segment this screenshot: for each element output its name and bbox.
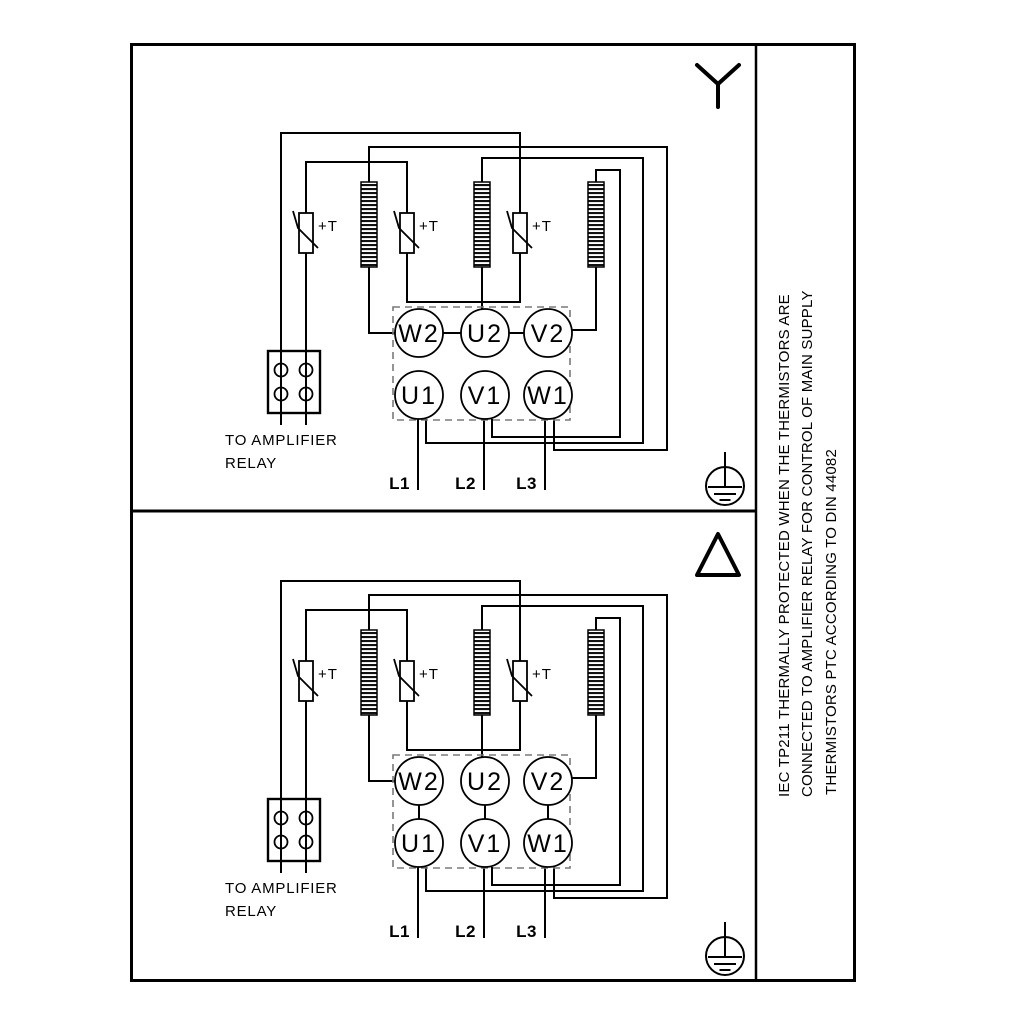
protective-earth-icon (706, 452, 744, 505)
thermistor-label: +T (532, 218, 552, 235)
terminal-label-v1: V1 (467, 830, 503, 858)
thermistor-label: +T (419, 218, 439, 235)
relay-caption-line1: TO AMPLIFIER (225, 432, 338, 449)
terminal-label-u2: U2 (467, 320, 503, 348)
terminal-label-u1: U1 (401, 382, 437, 410)
terminal-label-w1: W1 (527, 382, 569, 410)
terminal-label-v2: V2 (530, 320, 566, 348)
terminal-label-v1: V1 (467, 382, 503, 410)
wye-connection-icon (697, 65, 739, 107)
panel-delta (225, 534, 744, 975)
delta-links (419, 805, 548, 819)
supply-label-l3: L3 (516, 922, 537, 941)
side-note-column (776, 290, 840, 797)
protective-earth-icon (706, 922, 744, 975)
thermistor-label: +T (318, 218, 338, 235)
side-note-line-3: THERMISTORS PTC ACCORDING TO DIN 44082 (823, 448, 840, 795)
supply-label-l2: L2 (455, 922, 476, 941)
thermistor-label: +T (532, 666, 552, 683)
supply-label-l3: L3 (516, 474, 537, 493)
relay-caption-line1: TO AMPLIFIER (225, 880, 338, 897)
thermistor-label: +T (318, 666, 338, 683)
supply-label-l1: L1 (389, 922, 410, 941)
relay-caption-line2: RELAY (225, 903, 278, 920)
side-note-line-1: IEC TP211 THERMALLY PROTECTED WHEN THE THERMISTORS ARE (776, 294, 793, 797)
terminal-label-v2: V2 (530, 768, 566, 796)
delta-connection-icon (697, 534, 739, 575)
terminal-label-w2: W2 (398, 320, 440, 348)
relay-caption-line2: RELAY (225, 455, 278, 472)
side-note-line-2: CONNECTED TO AMPLIFIER RELAY FOR CONTROL OF MAIN SUPPLY (799, 290, 816, 797)
supply-label-l2: L2 (455, 474, 476, 493)
terminal-label-w2: W2 (398, 768, 440, 796)
panel-star (225, 65, 744, 505)
terminal-label-u1: U1 (401, 830, 437, 858)
supply-label-l1: L1 (389, 474, 410, 493)
thermistor-label: +T (419, 666, 439, 683)
terminal-label-w1: W1 (527, 830, 569, 858)
terminal-label-u2: U2 (467, 768, 503, 796)
